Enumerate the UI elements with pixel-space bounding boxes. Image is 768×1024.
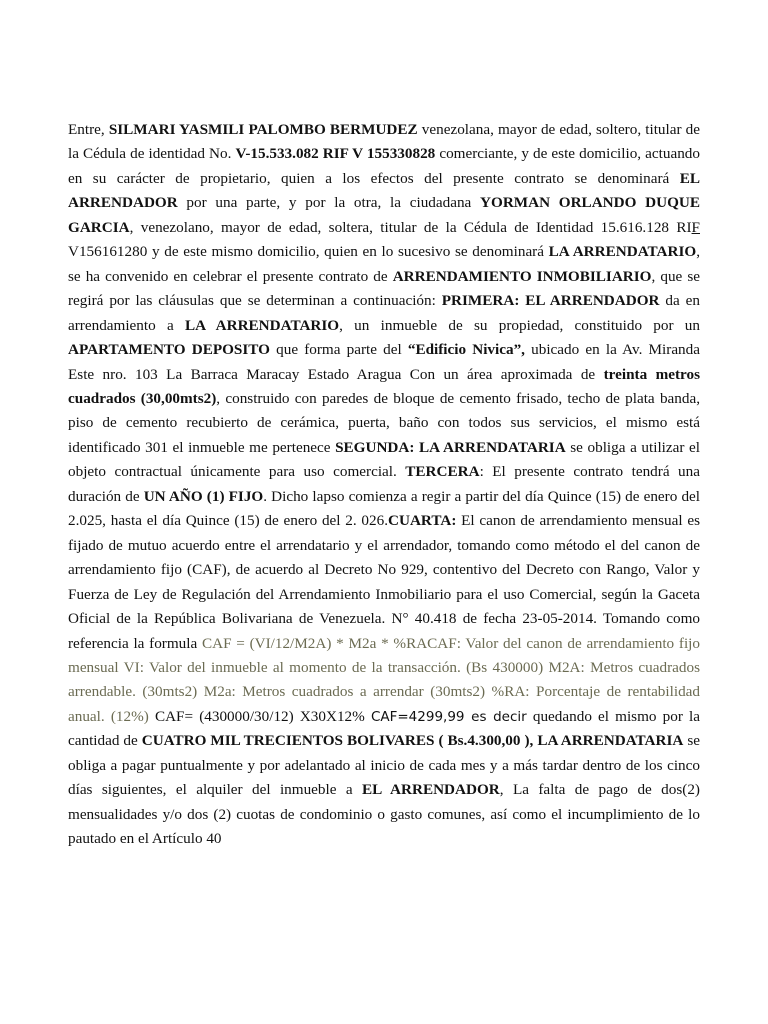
contract-duration: UN AÑO (1) FIJO — [143, 487, 264, 505]
text-run-underlined: F — [691, 218, 700, 236]
text-run: , La falta de pago de dos(2) mensualidades y/o dos (2) cuotas de condominio o gasto comunes, así como el incumplimiento de lo pautado en el Artículo 40 — [68, 781, 700, 848]
text-run: , un inmueble de su propiedad, constituido por un — [339, 316, 700, 334]
text-run: CAF= (430000/30/12) X30X12% — [148, 707, 371, 725]
text-run: por una parte, y por la otra, la ciudadana — [177, 194, 481, 212]
tenant-name: YORMAN ORLANDO DUQUE GARCIA — [68, 194, 700, 236]
text-run: que forma parte del — [269, 341, 408, 359]
clause-heading: CUARTA: — [388, 512, 457, 530]
text-run: comerciante, y de este domicilio, actuando en su carácter de propietario, quien a los efectos del presente contrato se denominará — [68, 145, 700, 187]
text-run: . Dicho lapso comienza a regir a partir del día Quince (15) de enero del 2.025, hasta el día Quince (15) de enero del 2. 026. — [68, 487, 700, 530]
text-run: Entre, — [68, 121, 109, 138]
text-run: quedando el mismo por la cantidad de — [68, 707, 700, 750]
clause-heading: TERCERA — [405, 463, 480, 481]
text-run: V156161280 y de este mismo domicilio, quien en lo sucesivo se denominará — [68, 243, 549, 261]
text-run: : El presente contrato tendrá una duración de — [68, 463, 700, 505]
building-name: “Edificio Nivica”, — [407, 341, 525, 359]
landlord-id: V-15.533.082 RIF V 155330828 — [235, 145, 436, 163]
text-run: ubicado en la Av. Miranda Este nro. 103 La Barraca Maracay Estado Aragua Con un área aproximada de — [68, 341, 700, 383]
text-run: El canon de arrendamiento mensual es fijado de mutuo acuerdo entre el arrendatario y el arrendador, tomando como método el del canon de arrendamiento fijo (CAF), de acuerdo al Decreto No 929, contentivo del Decreto con Rango, Valor y Fuerza de Ley de Regulación del Arrendamiento Inmobiliario para el uso Comercial, según la Gaceta Oficial de la República Bolivariana de Venezuela. N° 40.418 de fecha 23-05-2014. Tomando como referencia la formula — [68, 512, 700, 652]
party-label: EL ARRENDADOR — [68, 169, 700, 212]
text-run: , construido con paredes de bloque de cemento frisado, techo de plata banda, piso de cemento recubierto de cerámica, puerta, baño con todos sus servicios, el mismo está identificado 301 el inmueble me pertenece — [68, 389, 701, 456]
formula-text: CAF = (VI/12/M2A) * M2a * %RACAF: Valor del canon de arrendamiento fijo mensual VI: Valor del inmueble al momento de la transacción. (Bs 430000) M2A: Metros cuadrados arrendable. (30mts2) M2a: Metros cuadrados a arrendar (30mts2) %RA: Porcentaje de rentabilidad anual. (12%) — [68, 634, 700, 725]
clause-heading: PRIMERA: EL ARRENDADOR — [441, 292, 660, 310]
property-area: treinta metros cuadrados (30,00mts2) — [68, 365, 700, 407]
text-run: venezolana, mayor de edad, soltero, titular de la Cédula de identidad No. — [68, 121, 700, 163]
property-type: APARTAMENTO DEPOSITO — [68, 341, 270, 359]
text-run: , venezolano, mayor de edad, soltera, titular de la Cédula de Identidad 15.616.128 RI — [129, 218, 692, 236]
text-run: se obliga a pagar puntualmente y por adelantado al inicio de cada mes y a más tardar dentro de los cinco días siguientes, el alquiler del inmueble a — [68, 732, 700, 799]
party-label: LA ARRENDATARIO — [548, 243, 697, 261]
contract-body — [68, 118, 700, 852]
text-run: , se ha convenido en celebrar el presente contrato de — [68, 243, 700, 285]
party-label: LA ARRENDATARIO — [184, 316, 340, 334]
text-run: se obliga a utilizar el objeto contractual únicamente para uso comercial. — [68, 438, 700, 481]
text-run: , que se regirá por las cláusulas que se determinan a continuación: — [68, 267, 700, 310]
text-run: da en arrendamiento a — [68, 292, 701, 334]
rent-amount: CUATRO MIL TRECIENTOS BOLIVARES ( Bs.4.300,00 ), LA ARRENDATARIA — [141, 732, 684, 750]
clause-heading: SEGUNDA: LA ARRENDATARIA — [335, 438, 566, 456]
caf-result: CAF=4299,99 es decir — [370, 708, 527, 725]
party-label: EL ARRENDADOR — [362, 781, 500, 799]
contract-type: ARRENDAMIENTO INMOBILIARIO — [392, 267, 652, 285]
landlord-name: SILMARI YASMILI PALOMBO BERMUDEZ — [108, 121, 418, 138]
